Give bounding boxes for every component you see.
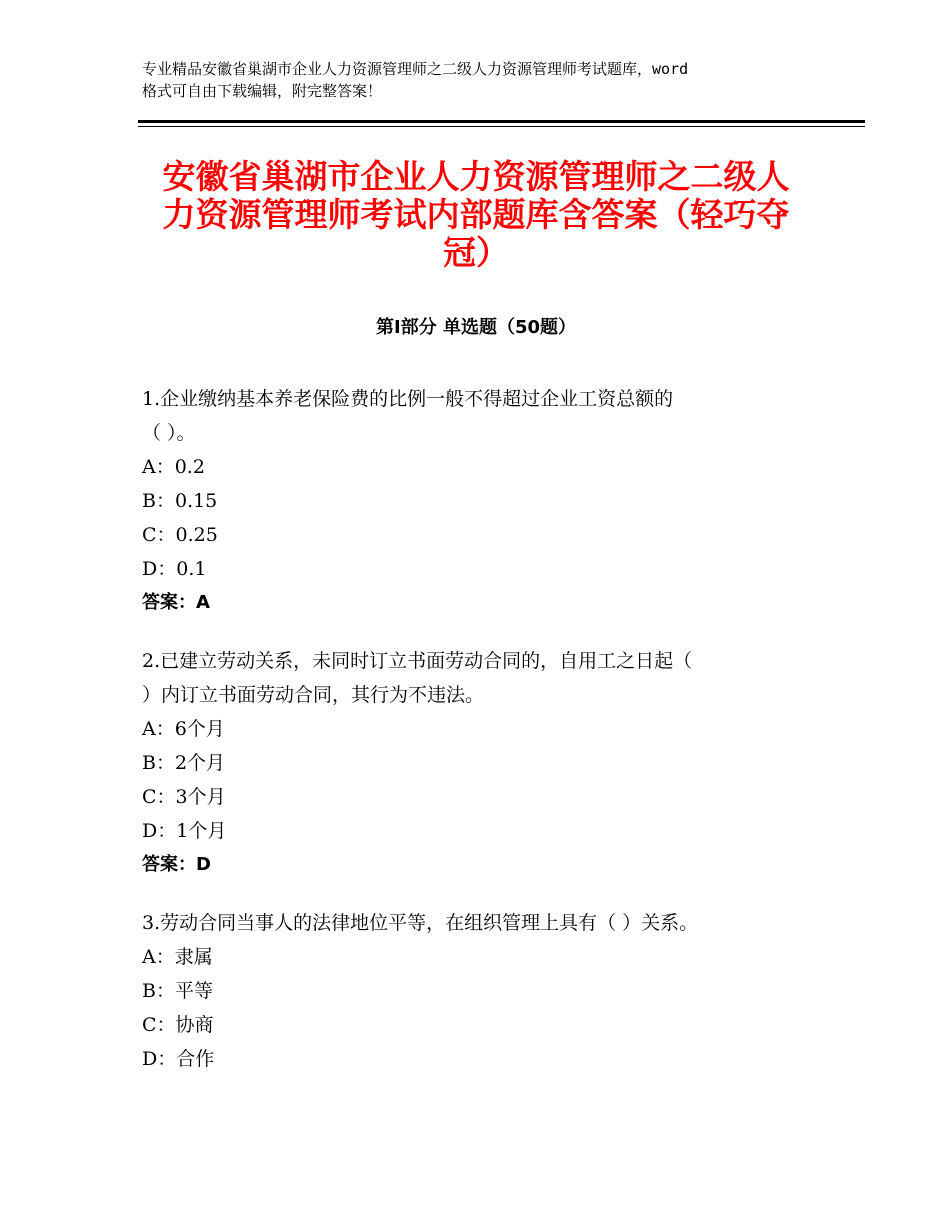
header-divider-thin bbox=[138, 126, 865, 127]
header-note-line: 专业精品安徽省巢湖市企业人力资源管理师之二级人力资源管理师考试题库，word bbox=[142, 60, 689, 78]
option-d: D：0.1 bbox=[142, 558, 207, 580]
option-b: B：2个月 bbox=[142, 752, 226, 774]
option-b: B：0.15 bbox=[142, 490, 218, 512]
option-c: C：3个月 bbox=[142, 786, 226, 808]
title-line: 冠） bbox=[443, 233, 509, 272]
question-list bbox=[142, 382, 842, 1100]
header-note bbox=[142, 58, 832, 102]
option-b: B：平等 bbox=[142, 980, 213, 1002]
question-2 bbox=[142, 644, 842, 882]
option-c: C：0.25 bbox=[142, 524, 218, 546]
title-line: 力资源管理师考试内部题库含答案（轻巧夺 bbox=[162, 195, 790, 234]
option-d: D：1个月 bbox=[142, 820, 227, 842]
header-note-line: 格式可自由下载编辑，附完整答案！ bbox=[142, 82, 383, 100]
answer: 答案：D bbox=[142, 854, 211, 875]
option-d: D：合作 bbox=[142, 1048, 215, 1070]
question-3 bbox=[142, 906, 842, 1076]
title-line: 安徽省巢湖市企业人力资源管理师之二级人 bbox=[162, 157, 790, 196]
header-divider-thick bbox=[138, 120, 865, 123]
option-a: A：0.2 bbox=[142, 456, 205, 478]
question-stem: 1.企业缴纳基本养老保险费的比例一般不得超过企业工资总额的 bbox=[142, 388, 674, 410]
document-title bbox=[138, 158, 814, 272]
question-stem: ）内订立书面劳动合同，其行为不违法。 bbox=[142, 684, 485, 706]
question-stem: 2.已建立劳动关系，未同时订立书面劳动合同的，自用工之日起（ bbox=[142, 650, 693, 672]
question-stem: 3.劳动合同当事人的法律地位平等，在组织管理上具有（ ）关系。 bbox=[142, 912, 699, 934]
option-a: A：6个月 bbox=[142, 718, 225, 740]
answer: 答案：A bbox=[142, 592, 210, 613]
question-1 bbox=[142, 382, 842, 620]
option-a: A：隶属 bbox=[142, 946, 213, 968]
section-title: 第Ⅰ部分 单选题（50题） bbox=[375, 317, 576, 338]
question-stem: （ ）。 bbox=[142, 422, 196, 444]
option-c: C：协商 bbox=[142, 1014, 214, 1036]
